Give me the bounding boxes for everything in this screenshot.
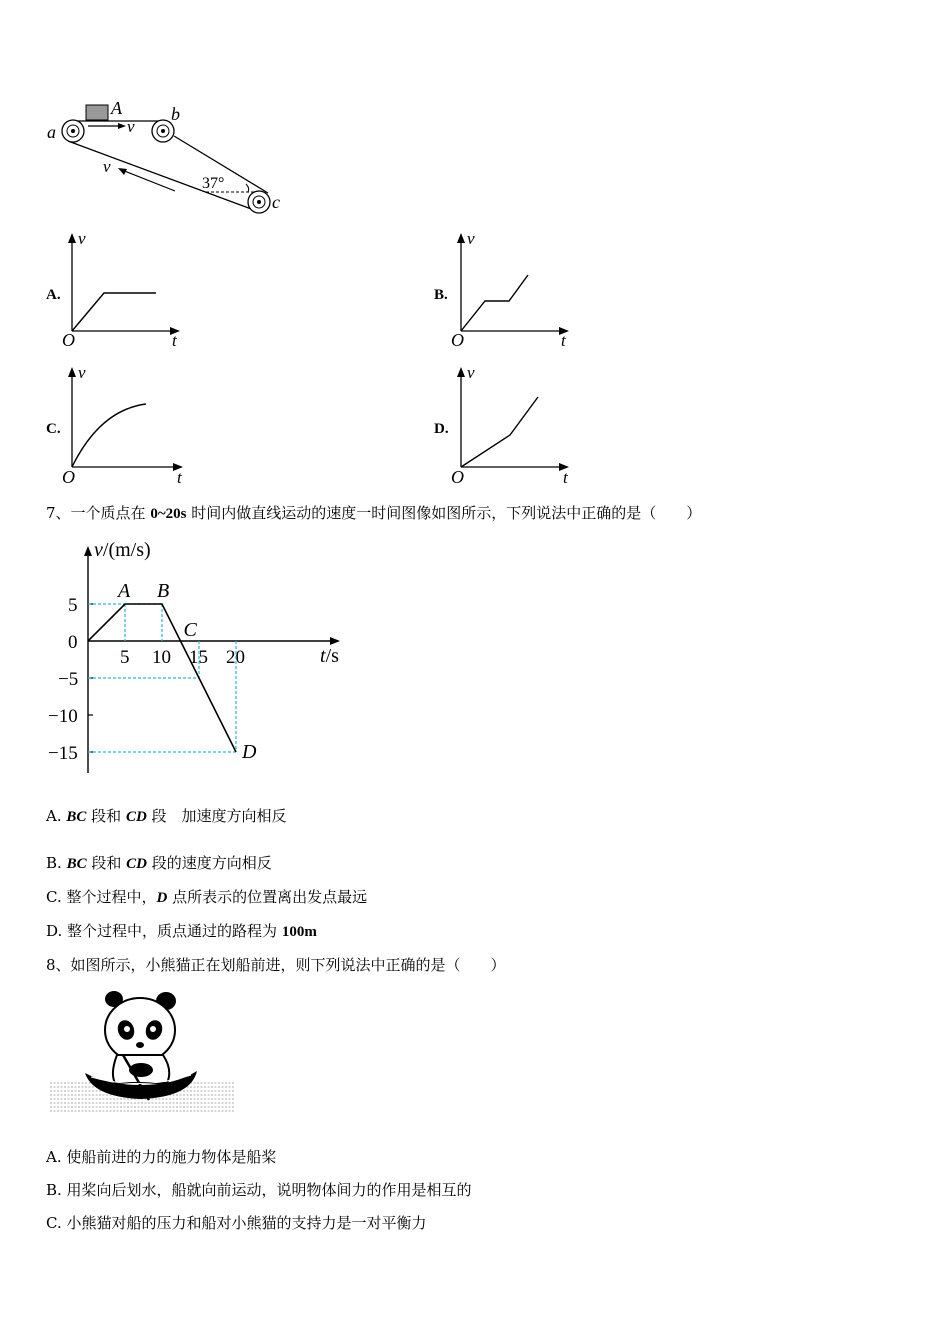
svg-text:O: O (62, 330, 75, 350)
svg-text:v: v (467, 363, 475, 382)
label-a: a (47, 122, 56, 142)
label-v-top: v (127, 117, 135, 136)
svg-text:t: t (561, 331, 566, 350)
svg-text:t: t (172, 331, 177, 350)
q7-option-A[interactable]: A. BC 段和 CD 段 加速度方向相反 (46, 807, 287, 825)
q7-option-B[interactable]: B. BC 段和 CD 段的速度方向相反 (46, 854, 272, 872)
conveyor-figure (40, 98, 340, 218)
x-axis-label: t/s (320, 645, 339, 667)
x-tick-label-5: 5 (120, 647, 130, 668)
option-A-graph (60, 228, 210, 353)
point-label-C: C (183, 619, 197, 641)
q8-option-B[interactable]: B. 用桨向后划水，船就向前运动，说明物体间力的作用是相互的 (46, 1181, 472, 1199)
q8-stem: 8、如图所示，小熊猫正在划船前进，则下列说法中正确的是（ ） (46, 956, 506, 974)
pulley-c (248, 191, 270, 213)
svg-text:t: t (177, 468, 182, 487)
point-label-D: D (242, 741, 257, 763)
option-C-letter: C. (46, 421, 61, 437)
y-tick-label-neg10: −10 (48, 706, 78, 727)
y-axis-label: v/(m/s) (94, 539, 151, 561)
svg-text:t: t (563, 468, 568, 487)
label-A: A (111, 98, 122, 118)
q7-option-C[interactable]: C. 整个过程中，D 点所表示的位置离出发点最远 (46, 888, 368, 906)
point-label-A: A (118, 580, 131, 602)
option-B-graph (449, 228, 599, 353)
q8-option-C[interactable]: C. 小熊猫对船的压力和船对小熊猫的支持力是一对平衡力 (46, 1214, 427, 1232)
y-tick-label-neg5: −5 (58, 669, 79, 690)
panda-head (105, 998, 175, 1062)
option-A-letter: A. (46, 287, 61, 303)
svg-text:O: O (451, 467, 464, 487)
label-c: c (272, 192, 280, 212)
pulley-a (62, 120, 84, 142)
x-tick-label-20: 20 (226, 647, 245, 668)
y-tick-label-0: 0 (68, 632, 78, 653)
svg-text:O: O (62, 467, 75, 487)
panda-boat-illustration (45, 985, 245, 1120)
option-B-letter: B. (434, 287, 448, 303)
label-v-bottom: v (103, 157, 111, 176)
vt-chart (40, 535, 360, 780)
y-axis-arrow (84, 546, 92, 556)
y-tick-label-neg15: −15 (48, 743, 78, 764)
option-D-letter: D. (434, 421, 449, 437)
svg-text:v: v (467, 229, 475, 248)
option-C-graph (60, 362, 210, 487)
block-A (86, 105, 108, 120)
svg-text:O: O (451, 330, 464, 350)
x-tick-label-10: 10 (152, 647, 171, 668)
q8-option-A[interactable]: A. 使船前进的力的施力物体是船桨 (46, 1148, 277, 1166)
option-D-graph (449, 362, 599, 487)
x-axis-arrow (330, 637, 340, 645)
point-label-B: B (157, 580, 170, 602)
q7-option-D[interactable]: D. 整个过程中，质点通过的路程为 100m (46, 922, 317, 940)
q7-stem: 7、一个质点在 0~20s 时间内做直线运动的速度一时间图像如图所示，下列说法中正确的是（ ） (46, 504, 702, 522)
svg-text:v: v (78, 363, 86, 382)
x-tick-label-15: 15 (189, 647, 208, 668)
angle-label: 37° (202, 175, 225, 192)
y-tick-label-5: 5 (68, 595, 78, 616)
svg-text:v: v (78, 229, 86, 248)
label-b: b (171, 104, 180, 124)
